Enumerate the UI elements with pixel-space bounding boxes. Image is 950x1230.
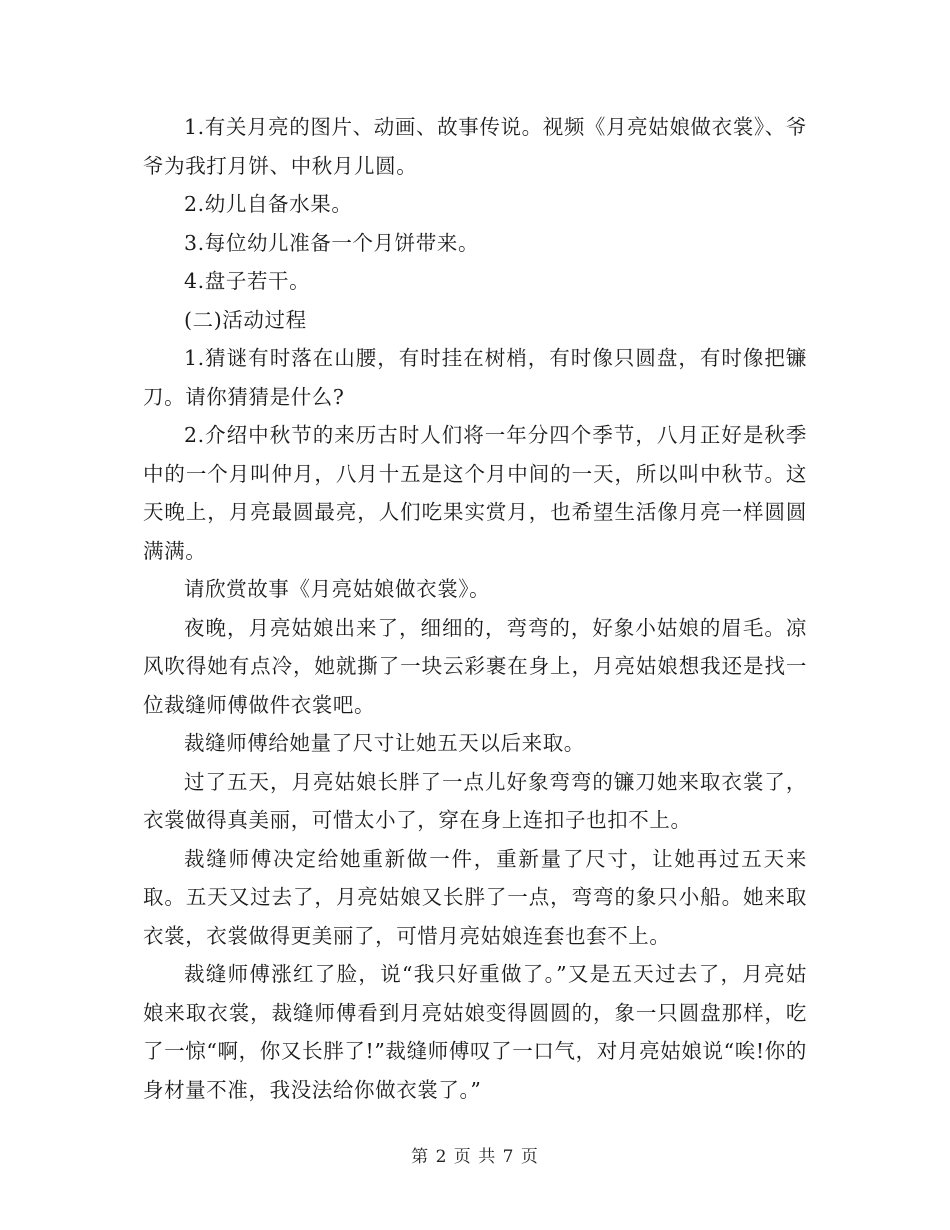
- paragraph-story-1: 夜晚，月亮姑娘出来了，细细的，弯弯的，好象小姑娘的眉毛。凉风吹得她有点冷，她就撕了一块云彩裹在身上，月亮姑娘想我还是找一位裁缝师傅做件衣裳吧。: [143, 615, 807, 717]
- paragraph-festival-origin: 2.介绍中秋节的来历古时人们将一年分四个季节，八月正好是秋季中的一个月叫仲月，八月十五是这个月中间的一天，所以叫中秋节。这天晚上，月亮最圆最亮，人们吃果实赏月，也希望生活像月亮一样圆圆满满。: [143, 423, 807, 563]
- paragraph-materials-2: 2.幼儿自备水果。: [184, 192, 353, 216]
- paragraph-story-5: 裁缝师傅涨红了脸，说“我只好重做了。”又是五天过去了，月亮姑娘来取衣裳，裁缝师傅看到月亮姑娘变得圆圆的，象一只圆盘那样，吃了一惊“啊，你又长胖了!”裁缝师傅叹了一口气，对月亮姑娘说“唉!你的身材量不准，我没法给你做衣裳了。”: [143, 962, 807, 1102]
- page-number-footer: 第 2 页 共 7 页: [411, 1147, 539, 1167]
- paragraph-story-intro: 请欣赏故事《月亮姑娘做衣裳》。: [184, 577, 491, 601]
- paragraph-story-3: 过了五天，月亮姑娘长胖了一点儿好象弯弯的镰刀她来取衣裳了，衣裳做得真美丽，可惜太小了，穿在身上连扣子也扣不上。: [143, 769, 807, 832]
- paragraph-materials-1: 1.有关月亮的图片、动画、故事传说。视频《月亮姑娘做衣裳》、爷爷为我打月饼、中秋月儿圆。: [143, 115, 807, 178]
- section-heading-activity-process: (二)活动过程: [184, 307, 307, 332]
- paragraph-materials-4: 4.盘子若干。: [184, 269, 311, 293]
- paragraph-story-4: 裁缝师傅决定给她重新做一件，重新量了尺寸，让她再过五天来取。五天又过去了，月亮姑娘又长胖了一点，弯弯的象只小船。她来取衣裳，衣裳做得更美丽了，可惜月亮姑娘连套也套不上。: [143, 846, 807, 948]
- paragraph-materials-3: 3.每位幼儿准备一个月饼带来。: [184, 230, 480, 255]
- document-body: [143, 108, 807, 1109]
- paragraph-riddle: 1.猜谜有时落在山腰，有时挂在树梢，有时像只圆盘，有时像把镰刀。请你猜猜是什么?: [143, 346, 807, 409]
- paragraph-story-2: 裁缝师傅给她量了尺寸让她五天以后来取。: [184, 731, 585, 755]
